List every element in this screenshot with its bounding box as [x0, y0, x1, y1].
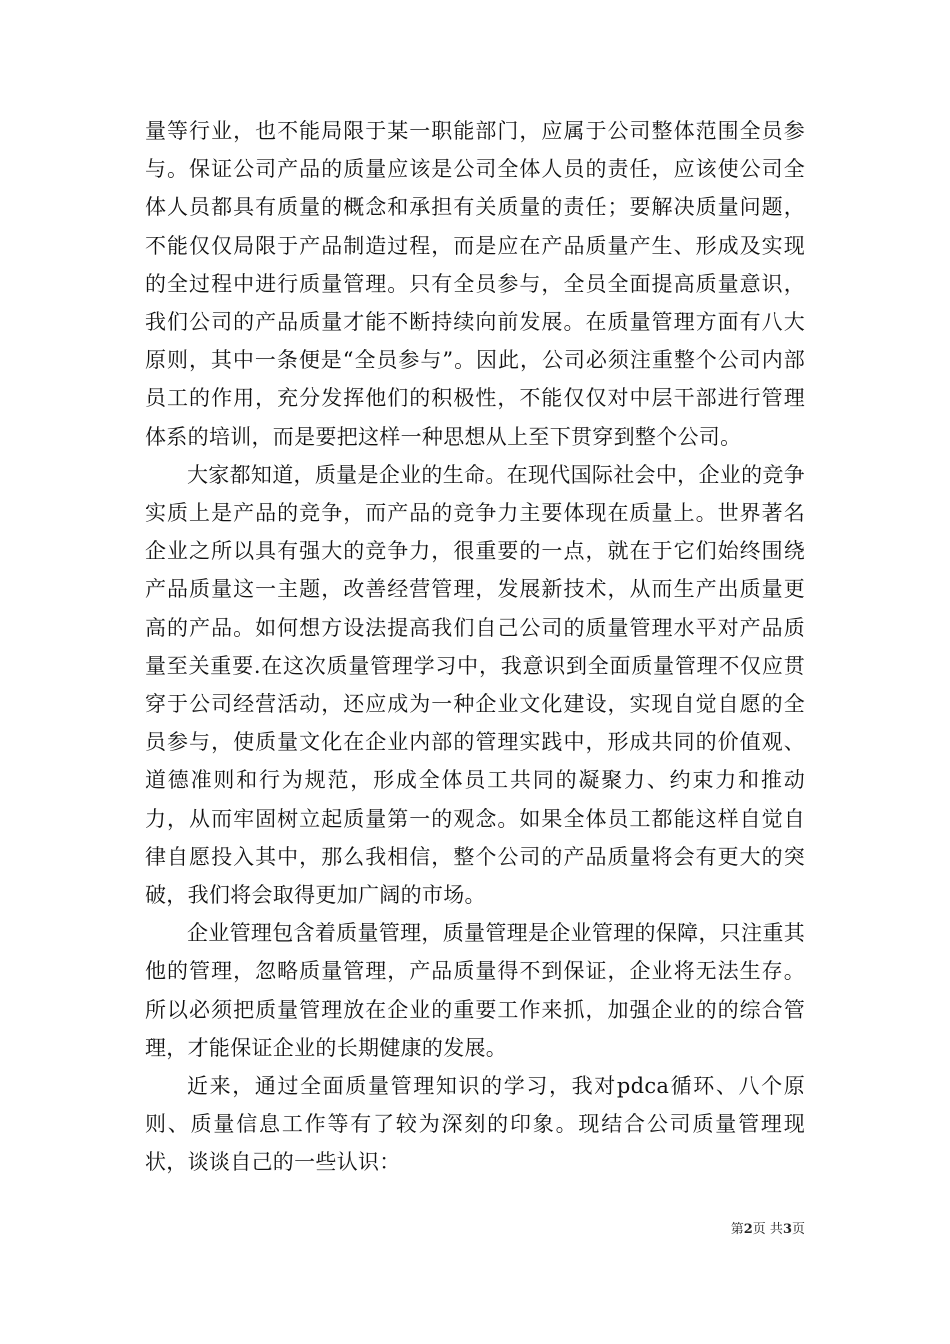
page-prefix: 第: [730, 1222, 744, 1237]
paragraph-3: 企业管理包含着质量管理，质量管理是企业管理的保障，只注重其他的管理，忽略质量管理，产品质量得不到保证，企业将无法生存。所以必须把质量管理放在企业的重要工作来抓，加强企业的的综合管理，才能保证企业的长期健康的发展。: [145, 921, 805, 1060]
document-body: [145, 112, 805, 1182]
page-suffix: 页: [791, 1222, 805, 1237]
paragraph-4: 近来，通过全面质量管理知识的学习，我对pdca循环、八个原则、质量信息工作等有了较为深刻的印象。现结合公司质量管理现状，谈谈自己的一些认识：: [145, 1074, 805, 1175]
paragraph-1: 量等行业，也不能局限于某一职能部门，应属于公司整体范围全员参与。保证公司产品的质量应该是公司全体人员的责任，应该使公司全体人员都具有质量的概念和承担有关质量的责任；要解决质量问题，不能仅仅局限于产品制造过程，而是应在产品质量产生、形成及实现的全过程中进行质量管理。只有全员参与，全员全面提高质量意识，我们公司的产品质量才能不断持续向前发展。在质量管理方面有八大原则，其中一条便是“全员参与”。因此，公司必须注重整个公司内部员工的作用，充分发挥他们的积极性，不能仅仅对中层干部进行管理体系的培训，而是要把这样一种思想从上至下贯穿到整个公司。: [145, 119, 805, 449]
paragraph-2: 大家都知道，质量是企业的生命。在现代国际社会中，企业的竞争实质上是产品的竞争，而产品的竞争力主要体现在质量上。世界著名企业之所以具有强大的竞争力，很重要的一点，就在于它们始终围绕产品质量这一主题，改善经营管理，发展新技术，从而生产出质量更高的产品。如何想方设法提高我们自己公司的质量管理水平对产品质量至关重要.在这次质量管理学习中，我意识到全面质量管理不仅应贯穿于公司经营活动，还应成为一种企业文化建设，实现自觉自愿的全员参与，使质量文化在企业内部的管理实践中，形成共同的价值观、道德准则和行为规范，形成全体员工共同的凝聚力、约束力和推动力，从而牢固树立起质量第一的观念。如果全体员工都能这样自觉自律自愿投入其中，那么我相信，整个公司的产品质量将会有更大的突破，我们将会取得更加广阔的市场。: [145, 462, 805, 908]
total-page-number: 3: [782, 1222, 792, 1237]
current-page-number: 2: [743, 1222, 753, 1237]
page-number-footer: [731, 1218, 805, 1237]
page-middle-text: 页 共: [752, 1222, 783, 1237]
